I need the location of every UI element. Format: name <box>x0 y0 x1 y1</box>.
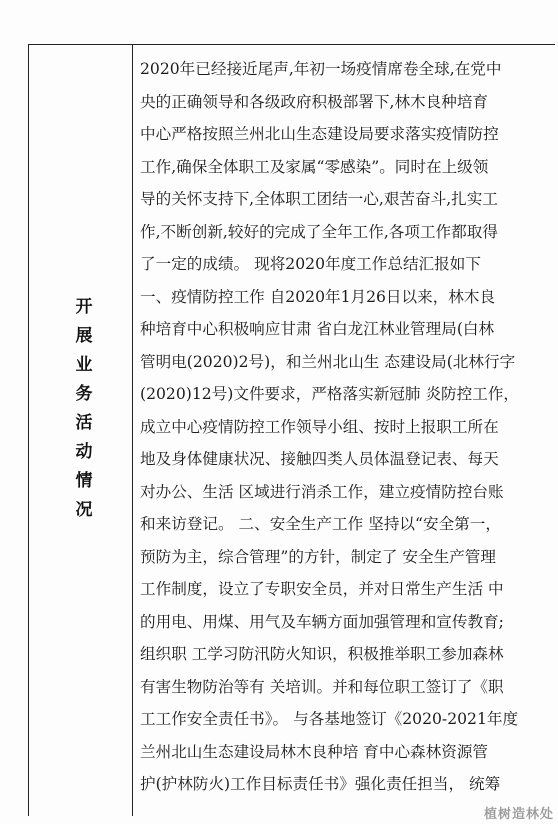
text-line: 组织职 工学习防汛防火知识，积极推举职工参加森林 <box>140 645 504 663</box>
text-line: 兰州北山生态建设局林木良种培 育中心森林资源管 <box>140 742 489 761</box>
row-content-cell <box>133 45 555 816</box>
row-label-cell <box>29 45 133 816</box>
text-line: 地及身体健康状况、接触四类人员体温登记表、每天 <box>140 450 499 468</box>
text-line: 工作,确保全体职工及家属“零感染”。同时在上级领 <box>140 157 489 176</box>
text-line: 中心严格按照兰州北山生态建设局要求落实疫情防控 <box>140 125 499 143</box>
watermark-text: 植树造林处 <box>483 807 554 822</box>
text-line: 央的正确领导和各级政府积极部署下,林木良种培育 <box>140 92 489 111</box>
text-line: 2020年已经接近尾声,年初一场疫情席卷全球,在党中 <box>140 60 502 78</box>
text-line: 有害生物防治等有 关培训。并和每位职工签订了《职 <box>140 677 504 696</box>
text-line: 一、疫情防控工作 自2020年1月26日以来，林木良 <box>140 287 496 306</box>
text-line: 管明电(2020)2号)，和兰州北山生 态建设局(北林行字 <box>140 352 516 371</box>
text-line: 种培育中心积极响应甘肃 省白龙江林业管理局(白林 <box>140 320 495 338</box>
text-line: (2020)12号)文件要求，严格落实新冠肺 炎防控工作， <box>140 385 520 403</box>
text-line: 护(护林防火)工作目标责任书》强化责任担当， 统筹 <box>140 775 501 793</box>
text-line: 工工作安全责任书》。 与各基地签订《2020-2021年度 <box>140 710 519 728</box>
text-line: 预防为主，综合管理”的方针，制定了 安全生产管理 <box>140 547 496 566</box>
text-line: 作,不断创新,较好的完成了全年工作,各项工作都取得 <box>140 222 498 241</box>
report-form-table <box>28 44 555 816</box>
text-line: 导的关怀支持下,全体职工团结一心,艰苦奋斗,扎实工 <box>140 190 498 208</box>
text-line: 了一定的成绩。 现将2020年度工作总结汇报如下 <box>140 255 481 273</box>
text-line: 成立中心疫情防控工作领导小组、按时上报职工所在 <box>140 417 499 436</box>
text-line: 对办公、生活 区域进行消杀工作，建立疫情防控台账 <box>140 482 504 501</box>
text-line: 工作制度，设立了专职安全员，并对日常生产生活 中 <box>140 580 504 598</box>
text-line: 的用电、用煤、用气及车辆方面加强管理和宣传教育; <box>140 612 504 631</box>
row-label: 开展业务活动情况 <box>75 297 93 520</box>
text-line: 和来访登记。 二、安全生产工作 坚持以“安全第一， <box>140 515 501 533</box>
work-summary-text <box>140 53 552 801</box>
